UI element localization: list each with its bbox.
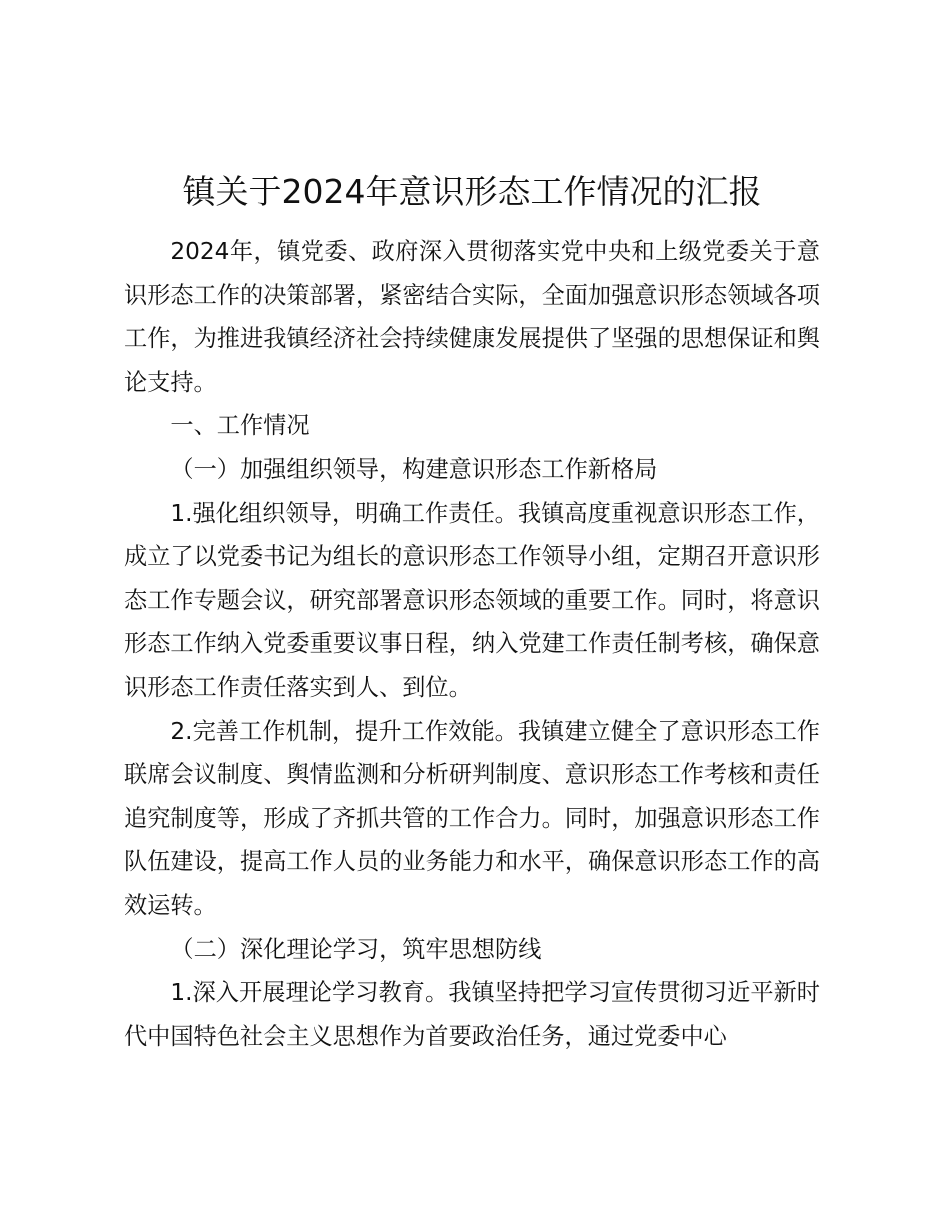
- paragraph-theory-education: 1.深入开展理论学习教育。我镇坚持把学习宣传贯彻习近平新时代中国特色社会主义思想作为首要政治任务，通过党委中心: [124, 979, 820, 1050]
- document-page: [124, 168, 820, 1058]
- subsection-heading-organization: （一）加强组织领导，构建意识形态工作新格局: [170, 455, 658, 483]
- subsection-heading-theory-study: （二）深化理论学习，筑牢思想防线: [170, 935, 542, 963]
- document-title: 镇关于2024年意识形态工作情况的汇报: [182, 172, 762, 211]
- paragraph-organization-leadership: 1.强化组织领导，明确工作责任。我镇高度重视意识形态工作，成立了以党委书记为组长的意识形态工作领导小组，定期召开意识形态工作专题会议，研究部署意识形态领域的重要工作。同时，将意识形态工作纳入党委重要议事日程，纳入党建工作责任制考核，确保意识形态工作责任落实到人、到位。: [124, 499, 820, 701]
- intro-paragraph: 2024年，镇党委、政府深入贯彻落实党中央和上级党委关于意识形态工作的决策部署，紧密结合实际，全面加强意识形态领域各项工作，为推进我镇经济社会持续健康发展提供了坚强的思想保证和舆论支持。: [124, 238, 820, 396]
- paragraph-work-mechanism: 2.完善工作机制，提升工作效能。我镇建立健全了意识形态工作联席会议制度、舆情监测和分析研判制度、意识形态工作考核和责任追究制度等，形成了齐抓共管的工作合力。同时，加强意识形态工作队伍建设，提高工作人员的业务能力和水平，确保意识形态工作的高效运转。: [124, 717, 820, 919]
- section-heading-work-situation: 一、工作情况: [170, 412, 310, 440]
